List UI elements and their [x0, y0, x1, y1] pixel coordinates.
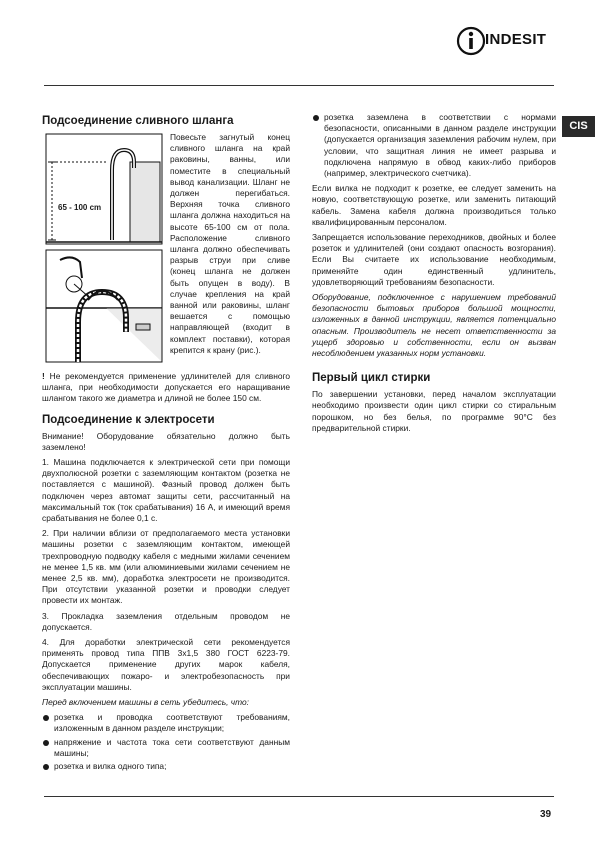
list-item: розетка заземлена в соответствии с нормами безопасности, описанными в данном разделе инструкции (допускается организация заземления рабочим нулем, при условии, что защитная линия не имеет разрыва и подключена напрямую в обвод каких-либо приборов (например, электрического счетчика).	[312, 112, 556, 179]
right-column	[312, 112, 556, 438]
list-item: розетка и вилка одного типа;	[42, 761, 290, 772]
first-cycle-text: По завершении установки, перед началом эксплуатации необходимо произвести один цикл стирки со стиральным порошком, но без белья, по программе 90°С без предварительной стирки.	[312, 389, 556, 433]
drain-hose-illustration	[42, 132, 166, 365]
electric-paragraph-3: 3. Прокладка заземления отдельным проводом не допускается.	[42, 610, 290, 632]
electric-paragraph-1: 1. Машина подключается к электрической сети при помощи двухполюсной розетки с заземляющим контактом (розетка не поставляется с машиной). Фазный провод должен быть подключен через автомат защиты сети, рассчитанный на максимальный ток (ток срабатывания) 16 А, и имеющий время срабатывания не более 0,1 с.	[42, 457, 290, 524]
drain-instructions: Повесьте загнутый конец сливного шланга на край раковины, ванны, или поместите в специальный вывод канализации. Шланг не должен перегибаться. Верхняя точка сливного шланга должна находиться на высоте 65-100 см от пола. Расположение сливного шланга должно обеспечивать разрыв струи при сливе (конец шланга не должен быть опущен в воду). В случае крепления на край ванной или раковины, шланг вешается с помощью направляющей (входит в комплект поставки), которая крепится к крану (рис.).	[170, 132, 290, 355]
warning-icon: !	[42, 371, 45, 381]
left-column	[42, 114, 290, 774]
safety-disclaimer: Оборудование, подключенное с нарушением требований безопасности бытовых приборов большой мощности, изложенных в данной инструкции, является потенциально опасным. Производитель не несет ответственности за ущерб здоровью и собственности, если он вызван несоблюдением указанных норм установки.	[312, 292, 556, 359]
brand-name: INDESIT	[485, 31, 547, 48]
footer-divider	[44, 796, 554, 797]
electric-heading: Подсоединение к электросети	[42, 413, 215, 426]
language-tab: CIS	[562, 116, 595, 137]
plug-paragraph: Если вилка не подходит к розетке, ее следует заменить на новую, соответствующую розетке, или заменить питающий кабель. Замена кабеля должна производиться только квалифицированным персоналом.	[312, 183, 556, 227]
first-cycle-heading: Первый цикл стирки	[312, 372, 431, 385]
drain-warning-text: Не рекомендуется применение удлинителей для сливного шланга, при необходимости допускается его наращивание шлангом такого же диаметра и длиной не более 150 см.	[42, 371, 291, 404]
drain-figure-block	[42, 132, 290, 365]
adapters-paragraph: Запрещается использование переходников, двойных и более розеток и удлинителей (они создают опасность возгорания). Если Вы считаете их использование необходимым, применяйте один единственный удлинитель, удовлетворяющий требованиям безопасности.	[312, 232, 556, 287]
drain-warning	[42, 371, 290, 405]
electric-paragraph-2: 2. При наличии вблизи от предполагаемого места установки машины розетки с заземляющим контактом, имеющей трехпроводную подводку кабеля с медными жилами сечением не менее 1,5 кв. мм (или алюминиевыми жилами сечением не менее 2,5 кв. мм), доработка электросети не производится. При отсутствии указанной розетки и проводки следует провести их монтаж.	[42, 528, 290, 606]
electric-paragraph-4: 4. Для доработки электрической сети рекомендуется применять провод типа ППВ 3х1,5 380 ГОСТ 6223-79. Допускается применение других марок кабеля, обеспечивающих пожаро- и электробезопасность при эксплуатации машины.	[42, 637, 290, 692]
list-item: розетка и проводка соответствуют требованиям, изложенным в данном разделе инструкции;	[42, 712, 290, 734]
height-dimension-label: 65 - 100 cm	[58, 203, 102, 212]
check-intro: Перед включением машины в сеть убедитесь, что:	[42, 697, 249, 708]
header-divider	[44, 85, 554, 86]
drain-heading: Подсоединение сливного шланга	[42, 115, 234, 127]
list-item: напряжение и частота тока сети соответствуют данным машины;	[42, 737, 290, 759]
page-number: 39	[540, 809, 552, 820]
electric-intro: Внимание! Оборудование обязательно должно быть заземлено!	[42, 430, 290, 452]
